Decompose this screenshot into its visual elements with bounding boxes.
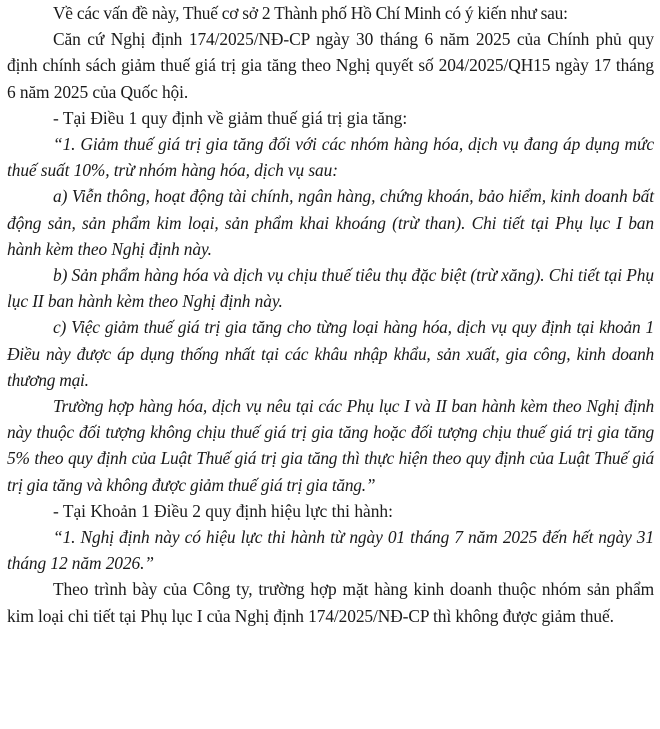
paragraph-quote-exception: Trường hợp hàng hóa, dịch vụ nêu tại các Phụ lục I và II ban hành kèm theo Nghị định này thuộc đối tượng không chịu thuế giá trị gia tăng hoặc đối tượng chịu thuế giá trị gia tăng 5% theo quy định của Luật Thuế giá trị gia tăng thì thực hiện theo quy định của Luật Thuế giá trị gia tăng và không được giảm thuế giá trị gia tăng.” bbox=[7, 396, 654, 495]
paragraph-conclusion: Theo trình bày của Công ty, trường hợp mặt hàng kinh doanh thuộc nhóm sản phẩm kim loại chi tiết tại Phụ lục I của Nghị định 174/2025/NĐ-CP thì không được giảm thuế. bbox=[7, 579, 654, 626]
paragraph-quote-effective-date: “1. Nghị định này có hiệu lực thi hành từ ngày 01 tháng 7 năm 2025 đến hết ngày 31 tháng 12 năm 2026.” bbox=[7, 527, 654, 574]
paragraph-article-1-heading: - Tại Điều 1 quy định về giảm thuế giá trị gia tăng: bbox=[53, 107, 408, 128]
paragraph-intro: Về các vấn đề này, Thuế cơ sở 2 Thành phố Hồ Chí Minh có ý kiến như sau: bbox=[53, 3, 568, 23]
paragraph-quote-item-a: a) Viễn thông, hoạt động tài chính, ngân hàng, chứng khoán, bảo hiểm, kinh doanh bất động sản, sản phẩm kim loại, sản phẩm khai khoáng (trừ than). Chi tiết tại Phụ lục I ban hành kèm theo Nghị định này. bbox=[7, 186, 654, 259]
paragraph-legal-basis: Căn cứ Nghị định 174/2025/NĐ-CP ngày 30 tháng 6 năm 2025 của Chính phủ quy định chính sách giảm thuế giá trị gia tăng theo Nghị quyết số 204/2025/QH15 ngày 17 tháng 6 năm 2025 của Quốc hội. bbox=[7, 29, 654, 102]
paragraph-quote-item-b: b) Sản phẩm hàng hóa và dịch vụ chịu thuế tiêu thụ đặc biệt (trừ xăng). Chi tiết tại Phụ lục II ban hành kèm theo Nghị định này. bbox=[7, 265, 654, 312]
paragraph-article-2-heading: - Tại Khoản 1 Điều 2 quy định hiệu lực thi hành: bbox=[53, 500, 393, 521]
paragraph-quote-item-c: c) Việc giảm thuế giá trị gia tăng cho từng loại hàng hóa, dịch vụ quy định tại khoản 1 Điều này được áp dụng thống nhất tại các khâu nhập khẩu, sản xuất, gia công, kinh doanh thương mại. bbox=[7, 317, 654, 390]
paragraph-quote-clause-1: “1. Giảm thuế giá trị gia tăng đối với các nhóm hàng hóa, dịch vụ đang áp dụng mức thuế suất 10%, trừ nhóm hàng hóa, dịch vụ sau: bbox=[7, 134, 654, 181]
